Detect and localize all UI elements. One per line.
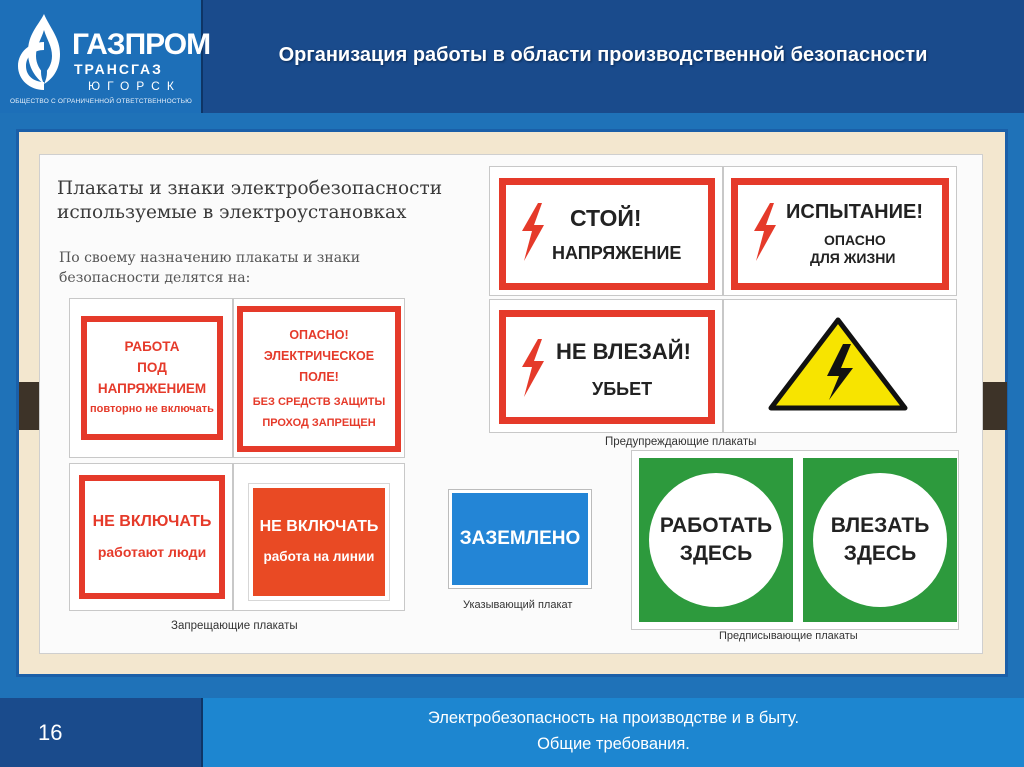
poster-heading-line1: Плакаты и знаки электробезопасности bbox=[57, 178, 443, 199]
sign-text: ОПАСНО! bbox=[289, 327, 349, 342]
poster-heading-line2: используемые в электроустановках bbox=[57, 202, 407, 223]
sign-circle bbox=[649, 473, 783, 607]
prohibiting-sign-electric-field bbox=[237, 306, 401, 452]
caption-indicating: Указывающий плакат bbox=[463, 599, 573, 611]
prohibiting-sign-do-not-switch-line-work bbox=[249, 484, 389, 600]
footer-line2: Общие требования. bbox=[537, 735, 690, 753]
slide-header bbox=[0, 0, 1024, 113]
lightning-bolt-icon bbox=[518, 339, 548, 397]
footer-line1: Электробезопасность на производстве и в быту. bbox=[427, 709, 800, 727]
sign-text: работают люди bbox=[97, 544, 207, 560]
sign-text: РАБОТА bbox=[124, 339, 180, 354]
sign-text: ПРОХОД ЗАПРЕЩЕН bbox=[262, 416, 376, 429]
sign-text: БЕЗ СРЕДСТВ ЗАЩИТЫ bbox=[252, 395, 386, 408]
caption-prescribing: Предписывающие плакаты bbox=[719, 630, 858, 642]
company-logo bbox=[0, 0, 211, 113]
gazprom-flame-icon bbox=[14, 12, 70, 90]
prohibiting-sign-do-not-switch-people-working bbox=[79, 475, 225, 599]
poster-subheading: По своему назначению плакаты и знаки безопасности делятся на: bbox=[59, 250, 361, 286]
sign-text: НЕ ВЛЕЗАЙ! bbox=[556, 339, 691, 364]
slide-title: Организация работы в области производственной безопасности bbox=[278, 44, 928, 66]
sign-text: ЗДЕСЬ bbox=[679, 542, 753, 565]
sign-text: НАПРЯЖЕНИЕ bbox=[552, 243, 682, 263]
sign-text: РАБОТАТЬ bbox=[659, 514, 773, 537]
logo-text-yugorsk: ЮГОРСК bbox=[88, 79, 181, 93]
sign-text: ДЛЯ ЖИЗНИ bbox=[810, 250, 896, 266]
sign-text: ЗДЕСЬ bbox=[843, 542, 917, 565]
sign-text: ПОД НАПРЯЖЕНИЕМ bbox=[97, 360, 207, 396]
prescribing-sign-work-here bbox=[639, 458, 793, 622]
prescribing-sign-climb-here bbox=[803, 458, 957, 622]
lightning-bolt-icon bbox=[518, 203, 548, 261]
high-voltage-triangle-icon bbox=[767, 316, 909, 412]
sign-text: НЕ ВКЛЮЧАТЬ bbox=[259, 518, 379, 535]
warning-sign-stop-voltage bbox=[499, 178, 715, 290]
logo-text-company-form: ОБЩЕСТВО С ОГРАНИЧЕННОЙ ОТВЕТСТВЕННОСТЬЮ bbox=[10, 98, 192, 105]
poster-photo-frame bbox=[16, 129, 1008, 677]
warning-sign-test-danger bbox=[731, 178, 949, 290]
sign-text: повторно не включать bbox=[90, 403, 214, 415]
slide-number: 16 bbox=[0, 698, 203, 767]
sign-text: УБЬЕТ bbox=[592, 379, 653, 399]
lightning-bolt-icon bbox=[750, 203, 780, 261]
sign-text: НЕ ВКЛЮЧАТЬ bbox=[92, 513, 212, 530]
sign-text: ИСПЫТАНИЕ! bbox=[786, 201, 923, 223]
sign-circle bbox=[813, 473, 947, 607]
caption-prohibiting: Запрещающие плакаты bbox=[171, 620, 298, 632]
sign-text: работа на линии bbox=[263, 549, 375, 564]
sign-text: СТОЙ! bbox=[570, 205, 642, 231]
sign-text: ВЛЕЗАТЬ bbox=[830, 514, 930, 537]
logo-text-gazprom: ГАЗПРОМ bbox=[72, 28, 211, 61]
logo-text-transgaz: ТРАНСГАЗ bbox=[74, 61, 163, 77]
sign-text: ЭЛЕКТРИЧЕСКОЕ ПОЛЕ! bbox=[263, 348, 375, 384]
caption-warning: Предупреждающие плакаты bbox=[605, 436, 757, 448]
slide-footer bbox=[0, 698, 1024, 767]
prohibiting-sign-work-under-voltage bbox=[81, 316, 223, 440]
indicating-sign-grounded: ЗАЗЕМЛЕНО bbox=[449, 490, 591, 588]
warning-sign-do-not-climb bbox=[499, 310, 715, 424]
sign-text: ОПАСНО bbox=[824, 232, 886, 248]
